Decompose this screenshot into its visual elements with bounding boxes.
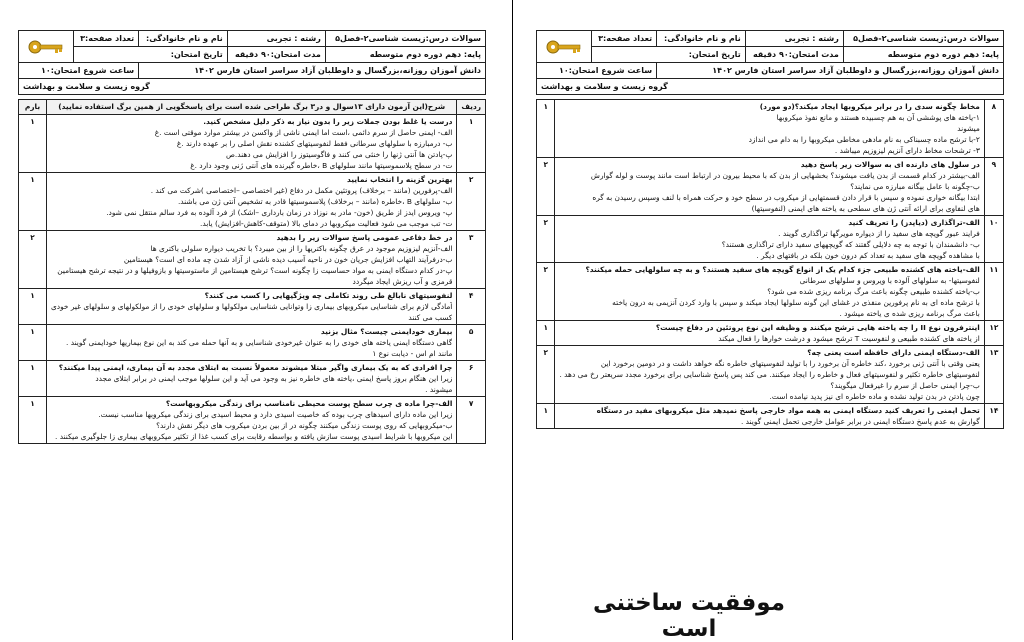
answer-line: الف-پرفورین (مانند – برخلاف) پروتئین مکمل در دفاع (غیر اختصاصی –اختصاصی )شرکت می کند .	[150, 186, 453, 195]
question-score: ۱	[19, 115, 47, 173]
question-number: ۲	[457, 173, 486, 231]
question-number: ۴	[457, 289, 486, 325]
question-prompt: در خط دفاعی عمومی پاسخ سوالات زیر را بدهید	[276, 233, 453, 242]
question-number: ۱۳	[984, 346, 1003, 404]
answer-line: ب-چرا ایمنی حاصل از سرم را غیرفعال میگویند؟	[830, 381, 980, 390]
question-text	[47, 361, 457, 397]
question-table	[18, 99, 486, 444]
duration-label: مدت امتحان:۹۰ دقیقه	[227, 47, 325, 63]
answer-line: ب-چگونه با عامل بیگانه مبارزه می نمایند؟	[850, 182, 980, 191]
question-text	[47, 289, 457, 325]
question-number: ۵	[457, 325, 486, 361]
answer-line: کسب می کنند	[408, 313, 453, 322]
question-score: ۲	[537, 346, 555, 404]
question-row	[537, 346, 1004, 404]
exam-sheet-left	[18, 30, 486, 444]
question-score: ۲	[19, 231, 47, 289]
answer-line: پ- ویروس ایدز از طریق (خون- مادر به نوزاد در زمان بارداری –اشک) از فرد آلوده به فرد سالم منتقل نمی شود.	[106, 208, 453, 217]
question-score: ۱	[19, 397, 47, 444]
question-text	[555, 263, 984, 321]
answer-line: الف-آنزیم لیزوزیم موجود در عرق چگونه باکتریها را از بین میبرد؟ با تخریب دیواره سلولی باکتری ها	[150, 244, 453, 253]
group-label: گروه زیست و سلامت و بهداشت	[537, 79, 1004, 95]
key-icon	[545, 40, 583, 54]
page-count: تعداد صفحه:۳	[592, 31, 657, 47]
question-row	[19, 231, 486, 289]
answer-line: گوارش به عدم پاسخ دستگاه ایمنی در برابر عوامل خارجی تحمل ایمنی گویند .	[740, 417, 980, 426]
question-number: ۱	[457, 115, 486, 173]
answer-line: پ-در کدام دستگاه ایمنی به مواد حساسیت زا چگونه است؟ ترشح هیستامین از ماستوسیتها و بازوفیلها و در نتیجه ترشح هیستامین	[57, 266, 453, 275]
question-row	[19, 361, 486, 397]
answer-line: ب- سلولهای B ،خاطره (مانند – برخلاف) پلاسموسیتها قادر به تشخیص آنتی ژن می باشند.	[177, 197, 453, 206]
question-number: ۱۴	[984, 404, 1003, 429]
key-logo	[537, 31, 592, 63]
grade-label: پایه: دهم دوره دوم متوسطه	[325, 47, 485, 63]
exam-header	[18, 30, 486, 95]
grade-label: پایه: دهم دوره دوم متوسطه	[843, 47, 1003, 63]
school-label: دانش آموزان روزانه،بزرگسال و داوطلبان آزاد سراسر استان فارس ۱۴۰۲	[657, 63, 1004, 79]
start-time-label: ساعت شروع امتحان:۱۰	[537, 63, 657, 79]
answer-line: الف- ایمنی حاصل از سرم دائمی ،است اما ایمنی ناشی از واکسن در بیشتر موارد موقتی است .غ	[154, 128, 453, 137]
course-title: سوالات درس:زیست شناسی۲-فصل۵	[325, 31, 485, 47]
answer-line: یعنی وقتی با آنتی ژنی برخورد ،کند خاطره آن برخورد را با تولید لنفوسیتهای خاطره نگه خواهد داشت و در دومین برخورد این	[600, 359, 980, 368]
answer-line: قرمزی و آب ریزش ایجاد میگردد	[352, 277, 453, 286]
student-name: نام و نام خانوادگی:	[657, 31, 746, 47]
question-score: ۱	[537, 100, 555, 158]
question-row	[19, 397, 486, 444]
answer-line: با ترشح ماده ای به نام پرفورین منفذی در غشای این گونه سلولها ایجاد میکند و سپس با وارد کردن آنزیمی به درون یاخته	[612, 298, 980, 307]
exam-date-label: تاریخ امتحان:	[74, 47, 228, 63]
answer-line: های لنفاوی برای ارائه آنتی ژن های سطحی به یاخته های ایمنی (لنفوسیتها)	[751, 204, 980, 213]
question-score: ۱	[19, 289, 47, 325]
question-score: ۲	[537, 263, 555, 321]
answer-line: با مشاهده گویچه های سفید به تعداد کم درون خون بلکه در بافتهای دیگر .	[756, 251, 980, 260]
question-score: ۲	[537, 158, 555, 216]
question-number: ۹	[984, 158, 1003, 216]
answer-line: از یاخته های کشنده طبیعی و لنفوسیت T ترشح میشود و درشت خوارها را فعال میکند	[718, 334, 980, 343]
answer-line: لنفوسیتهای خاطره تکثیر و لنفوسیتهای فعال و خاطره را ایجاد میکنند. می کند پس پاسخ شناسایی برای برخورد مجدد سریعتر رخ می دهد .	[559, 370, 980, 379]
question-text	[555, 346, 984, 404]
answer-line: میشوند	[957, 124, 980, 133]
answer-line: ت- تب موجب می شود فعالیت میکروبها در دمای بالا (متوقف-کاهش-افزایش) یابد.	[200, 219, 453, 228]
question-row	[537, 263, 1004, 321]
exam-header	[536, 30, 1004, 95]
question-number: ۷	[457, 397, 486, 444]
question-row	[537, 158, 1004, 216]
question-text	[555, 216, 984, 263]
question-number: ۶	[457, 361, 486, 397]
answer-line: ب-یاخته کشنده طبیعی چگونه باعث مرگ برنامه ریزی شده می شود؟	[767, 287, 980, 296]
answer-line: این میکروبها با شرایط اسیدی پوست سازش یافته و بواسطه رقابت برای کسب غذا از تکثیر میکروبهای بیماری زا جلوگیری میکنند .	[55, 432, 453, 441]
question-prompt: الف-دستگاه ایمنی دارای حافظه است یعنی چه؟	[807, 348, 980, 357]
question-text	[47, 231, 457, 289]
answer-line: ت- در سطح پلاسموسیتها مانند سلولهای B ،خاطره گیرنده های آنتی ژنی وجود دارد .غ	[190, 161, 453, 170]
answer-line: فرایند عبور گویچه های سفید را از دیواره مویرگها تراگذاری گویند .	[778, 229, 980, 238]
answer-line: ب-میکروبهایی که روی پوست زندگی میکنند چگونه در از بین بردن میکروب های دیگر نقش دارند؟	[156, 421, 453, 430]
group-label: گروه زیست و سلامت و بهداشت	[19, 79, 486, 95]
student-name: نام و نام خانوادگی:	[139, 31, 228, 47]
question-row	[537, 100, 1004, 158]
key-logo	[19, 31, 74, 63]
question-prompt: لنفوسیتهای نابالغ طی روند تکاملی چه ویژگیهایی را کسب می کنند؟	[204, 291, 453, 300]
course-title: سوالات درس:زیست شناسی۲-فصل۵	[843, 31, 1003, 47]
answer-line: الف-بیشتر در کدام قسمت از بدن یافت میشوند؟ بخشهایی از بدن که با محیط بیرون در ارتباط است مانند پوست و لوله گوارش	[590, 171, 980, 180]
question-prompt: بهترین گزینه را انتخاب نمایید	[347, 175, 453, 184]
question-text	[47, 115, 457, 173]
question-score: ۱	[19, 361, 47, 397]
question-score: ۱	[19, 173, 47, 231]
question-prompt: الف-تراگذاری (دیاپدز) را تعریف کنید	[848, 218, 980, 227]
question-text	[555, 321, 984, 346]
question-row	[19, 325, 486, 361]
page-divider	[512, 0, 513, 640]
question-row	[19, 115, 486, 173]
answer-line: لنفوسیتها- به سلولهای آلوده با ویروس و سلولهای سرطانی	[799, 276, 980, 285]
answer-line: زیرا این ماده دارای اسیدهای چرب بوده که خاصیت اسیدی دارد و محیط اسیدی برای زندگی میکروبها مناسب نیست.	[98, 410, 453, 419]
question-score: ۱	[537, 404, 555, 429]
question-text	[47, 173, 457, 231]
key-icon	[27, 40, 65, 54]
question-text	[555, 158, 984, 216]
question-score: ۱	[537, 321, 555, 346]
duration-label: مدت امتحان:۹۰ دقیقه	[745, 47, 843, 63]
question-number: ۱۱	[984, 263, 1003, 321]
question-prompt: چرا افرادی که به یک بیماری واگیر مبتلا میشوند معمولاً نسبت به ابتلای مجدد به آن بیماری، ایمنی پیدا میکنند؟	[58, 363, 453, 372]
page-count: تعداد صفحه:۳	[74, 31, 139, 47]
answer-line: ۱-یاخته های پوششی آن به هم چسبیده هستند و مانع نفوذ میکروبها	[776, 113, 980, 122]
answer-line: میشوند .	[425, 385, 453, 394]
question-prompt: اینترفرون نوع II را چه یاخته هایی ترشح میکنند و وظیفه این نوع پروتئین در دفاع چیست؟	[655, 323, 980, 332]
answer-line: ب- درمبارزه با سلولهای سرطانی فقط لنفوسیتهای کشنده نقش اصلی را بر عهده دارند .غ	[176, 139, 453, 148]
question-score: ۱	[19, 325, 47, 361]
question-row	[537, 216, 1004, 263]
start-time-label: ساعت شروع امتحان:۱۰	[19, 63, 139, 79]
motto-text: موفقیت ساختنی است	[593, 590, 785, 642]
question-row	[19, 289, 486, 325]
answer-line: ۳- ترشحات مخاط دارای آنزیم لیزوزیم میباشد .	[834, 146, 980, 155]
answer-line: گاهی دستگاه ایمنی یاخته های خودی را به عنوان غیرخودی شناسایی و به آنها حمله می کند به این نوع بیماریها خودایمنی گویند .	[66, 338, 453, 347]
answer-line: ب-درفرآیند التهاب افزایش جریان خون در ناحیه آسیب دیده ناشی از آزاد شدن چه ماده ای است؟ هیستامین	[123, 255, 453, 264]
field-label: رشته : تجربی	[227, 31, 325, 47]
question-prompt: مخاط چگونه سدی را در برابر میکروبها ایجاد میکند؟(دو مورد)	[759, 102, 980, 111]
question-prompt: الف-چرا ماده ی چرب سطح پوست محیطی نامناسب برای زندگی میکروبهاست؟	[165, 399, 453, 408]
question-prompt: تحمل ایمنی را تعریف کنید دستگاه ایمنی به همه مواد خارجی پاسخ نمیدهد مثل میکروبهای مفید در دستگاه	[596, 406, 980, 415]
question-number: ۸	[984, 100, 1003, 158]
answer-line: ۲-با ترشح ماده چسبناکی به نام مادهی مخاطی میکروبها را به دام می اندازد	[748, 135, 980, 144]
question-prompt: در سلول های دارنده ای به سوالات زیر پاسخ دهید	[800, 160, 980, 169]
exam-sheet-right	[536, 30, 1004, 429]
question-row	[19, 173, 486, 231]
question-text	[47, 325, 457, 361]
answer-line: آمادگی لازم برای شناسایی میکروبهای بیماری زا وتوانایی شناسایی مولکولها و سلولهای خودی را از مولکولهای و سلولهای غیر خودی	[51, 302, 453, 311]
question-score: ۲	[537, 216, 555, 263]
column-header-desc: شرح(این آزمون دارای ۱۳سوال و در۳ برگ طراحی شده است برای پاسخگویی از همین برگ استفاده نمایید)	[47, 100, 457, 115]
question-prompt: درست یا غلط بودن جملات زیر را بدون نیاز به ذکر دلیل مشخص کنید.	[203, 117, 453, 126]
question-text	[47, 397, 457, 444]
question-prompt: الف-یاخته های کشنده طبیعی جزء کدام یک از انواع گویچه های سفید هستند؟ و به چه سلولهایی حمله میکنند؟	[585, 265, 980, 274]
answer-line: زیرا این هنگام بروز پاسخ ایمنی ،یاخته های خاطره نیز به وجود می آید و این سلولها موجب ایمنی در برابر ابتلای مجدد	[95, 374, 453, 383]
answer-line: پ-پادتن ها آنتی ژنها را خنثی می کنند و فاگوسیتوز را افزایش می دهند.ص	[225, 150, 453, 159]
question-text	[555, 100, 984, 158]
question-row	[537, 321, 1004, 346]
question-row	[537, 404, 1004, 429]
school-label: دانش آموزان روزانه،بزرگسال و داوطلبان آزاد سراسر استان فارس ۱۴۰۲	[139, 63, 486, 79]
question-prompt: بیماری خودایمنی چیست؟ مثال بزنید	[320, 327, 453, 336]
question-number: ۳	[457, 231, 486, 289]
question-number: ۱۰	[984, 216, 1003, 263]
answer-line: چون پادتن در بدن تولید نشده و ماده خاطره ای نیز پدید نیامده است.	[769, 392, 980, 401]
question-table	[536, 99, 1004, 429]
exam-date-label: تاریخ امتحان:	[592, 47, 746, 63]
answer-line: مانند ام اس - دیابت نوع ۱	[372, 349, 453, 358]
column-header-score: بارم	[19, 100, 47, 115]
answer-line: باعث مرگ برنامه ریزی شده ی یاخته میشود .	[839, 309, 980, 318]
question-number: ۱۲	[984, 321, 1003, 346]
answer-line: ابتدا بیگانه خواری نموده و سپس با قرار دادن قسمتهایی از میکروب در سطح خود و حرکت همراه با لنف وسپس رسیدن به گره	[592, 193, 980, 202]
column-header-num: ردیف	[457, 100, 486, 115]
field-label: رشته : تجربی	[745, 31, 843, 47]
answer-line: ب- دانشمندان با توجه به چه دلایلی گفتند که گویچههای سفید دارای تراگذاری هستند؟	[721, 240, 980, 249]
question-text	[555, 404, 984, 429]
